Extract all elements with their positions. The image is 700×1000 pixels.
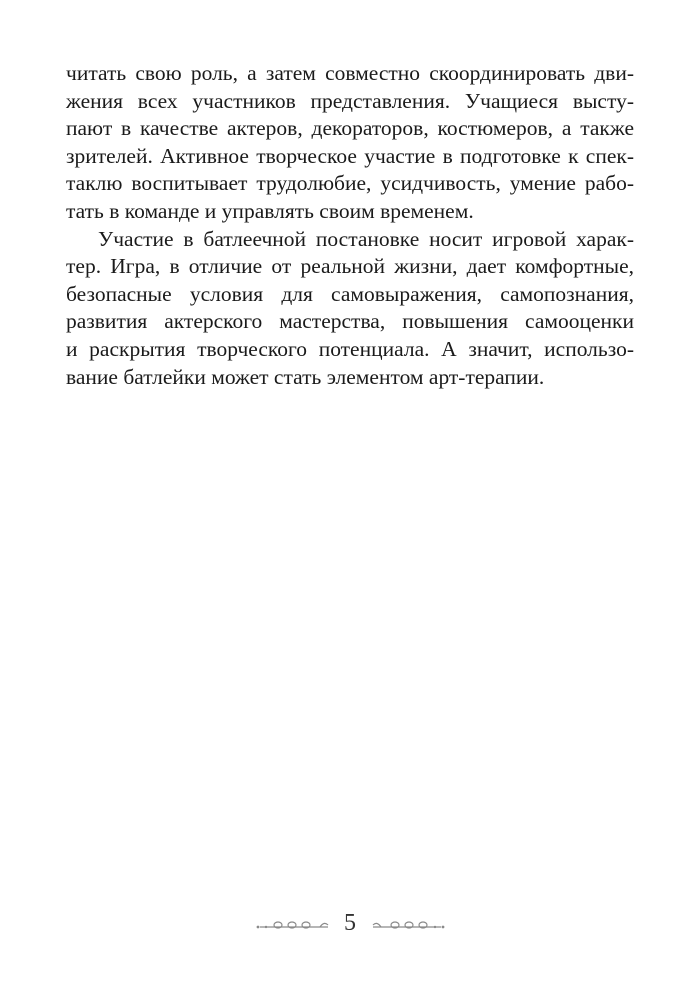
- body-text: [66, 60, 634, 391]
- text-line: вание батлейки может стать элементом арт-терапии.: [66, 364, 545, 389]
- page-number: 5: [344, 910, 356, 936]
- text-line: тер. Игра, в отличие от реальной жизни, дает комфортные,: [66, 254, 634, 279]
- vine-ornament-icon: [367, 916, 447, 936]
- vine-ornament-icon: [254, 916, 334, 936]
- text-line: пают в качестве актеров, декораторов, костюмеров, а также: [66, 116, 634, 141]
- text-line: и раскрытия творческого потенциала. А значит, использо-: [66, 336, 634, 361]
- text-line: безопасные условия для самовыражения, самопознания,: [66, 281, 634, 306]
- text-line: развития актерского мастерства, повышения самооценки: [66, 309, 634, 334]
- text-line: зрителей. Активное творческое участие в подготовке к спек-: [66, 143, 634, 168]
- text-line: читать свою роль, а затем совместно скоординировать дви-: [66, 61, 634, 85]
- text-line: жения всех участников представления. Учащиеся высту-: [66, 88, 634, 113]
- text-line: Участие в батлеечной постановке носит игровой харак-: [98, 226, 634, 251]
- page-footer: [0, 906, 700, 946]
- text-line: таклю воспитывает трудолюбие, усидчивость, умение рабо-: [66, 171, 634, 196]
- text-line: тать в команде и управлять своим временем.: [66, 198, 474, 223]
